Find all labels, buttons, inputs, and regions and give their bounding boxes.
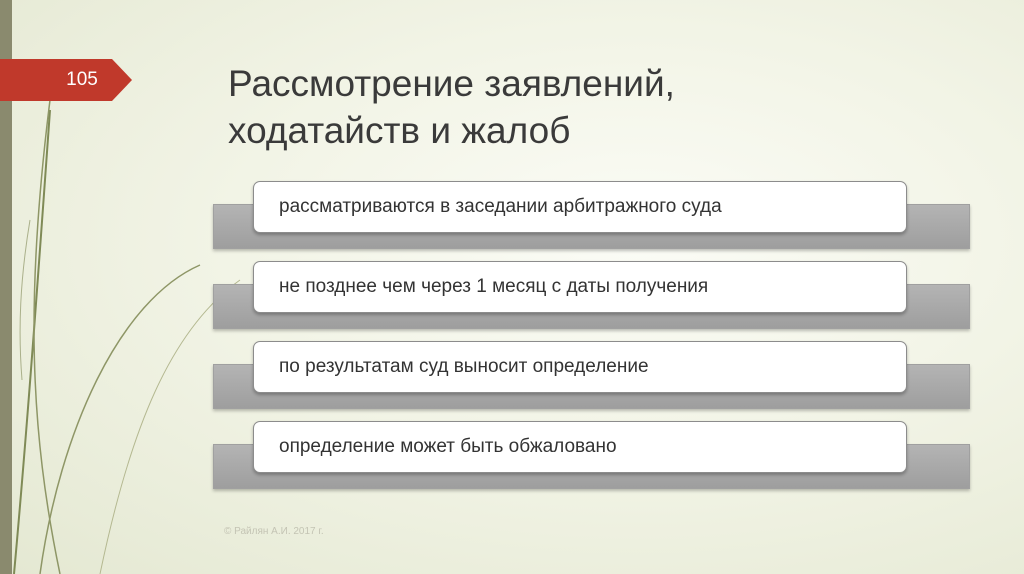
list-item-card [253,421,907,473]
slide-title [228,60,928,154]
list-item-text: рассматриваются в заседании арбитражного суда [279,196,722,217]
slide-number: 105 [66,69,98,90]
list-item-card [253,181,907,233]
footer-copyright: © Райлян А.И. 2017 г. [224,526,324,537]
list-item [213,421,970,487]
list-item-card [253,341,907,393]
list-item [213,261,970,327]
list-item [213,341,970,407]
slide-title-line-2: ходатайств и жалоб [228,110,571,151]
slide-title-line-1: Рассмотрение заявлений, [228,63,675,104]
slide-number-tag [0,59,132,101]
list-item [213,181,970,247]
list-item-card [253,261,907,313]
list-item-text: определение может быть обжаловано [279,436,617,457]
list-item-text: не позднее чем через 1 месяц с даты получения [279,276,709,297]
list-item-text: по результатам суд выносит определение [279,356,649,377]
